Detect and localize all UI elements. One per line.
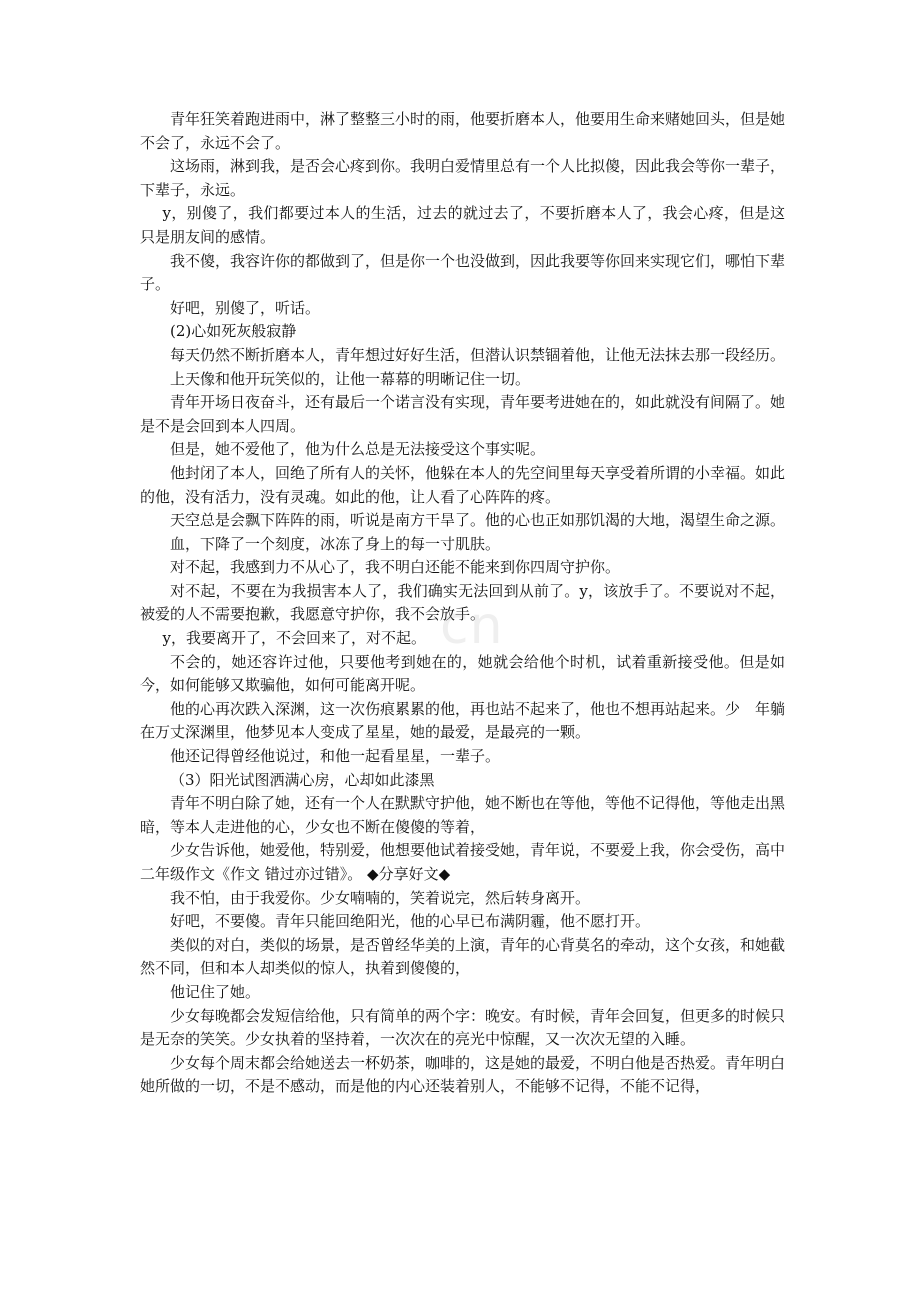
watermark: cn	[440, 596, 504, 656]
paragraph: 少女每晚都会发短信给他，只有简单的两个字：晚安。有时候，青年会回复，但更多的时候只是无奈的笑笑。少女执着的坚持着，一次次在的亮光中惊醒，又一次次无望的入睡。	[140, 1006, 786, 1049]
section-heading: (2)心如死灰般寂静	[170, 322, 297, 341]
paragraph: 他还记得曾经他说过，和他一起看星星，一辈子。	[170, 747, 501, 766]
paragraph: 我不怕，由于我爱你。少女喃喃的，笑着说完，然后转身离开。	[170, 888, 591, 907]
paragraph: 这场雨，淋到我，是否会心疼到你。我明白爱情里总有一个人比拟傻，因此我会等你一辈子，下辈子，永远。	[140, 157, 786, 199]
paragraph: 对不起，我感到力不从心了，我不明白还能不能来到你四周守护你。	[170, 558, 621, 577]
paragraph: 他封闭了本人，回绝了所有人的关怀，他躲在本人的先空间里每天享受着所谓的小幸福。如此的他，没有活力，没有灵魂。如此的他，让人看了心阵阵的疼。	[140, 463, 786, 506]
paragraph: 类似的对白，类似的场景，是否曾经华美的上演，青年的心背莫名的牵动，这个女孩，和她截然不同，但和本人却类似的惊人，执着到傻傻的，	[140, 935, 786, 978]
paragraph: 好吧，不要傻。青年只能回绝阳光，他的心早已布满阴霾，他不愿打开。	[170, 912, 651, 931]
paragraph: 上天像和他开玩笑似的，让他一幕幕的明晰记住一切。	[170, 369, 531, 388]
document-body	[140, 108, 785, 1099]
paragraph: 天空总是会飘下阵阵的雨，听说是南方干旱了。他的心也正如那饥渴的大地，渴望生命之源。	[170, 511, 786, 530]
paragraph: 少女告诉他，她爱他，特别爱，他想要他试着接受她，青年说，不要爱上我，你会受伤，高中二年级作文《作文 错过亦过错》。 ◆分享好文◆	[140, 841, 786, 883]
paragraph: 但是，她不爱他了，他为什么总是无法接受这个事实呢。	[170, 440, 546, 459]
paragraph: 青年开场日夜奋斗，还有最后一个诺言没有实现，青年要考进她在的，如此就没有间隔了。她是不是会回到本人四周。	[140, 393, 786, 435]
paragraph: y，我要离开了，不会回来了，对不起。	[162, 629, 426, 648]
paragraph: 他记住了她。	[170, 982, 261, 1001]
paragraph: 青年不明白除了她，还有一个人在默默守护他，她不断也在等他，等他不记得他，等他走出黑暗，等本人走进他的心，少女也不断在傻傻的等着，	[140, 794, 786, 836]
paragraph: 不会的，她还容许过他，只要他考到她在的，她就会给他个时机，试着重新接受他。但是如今，如何能够又欺骗他，如何可能离开呢。	[140, 652, 785, 695]
section-heading: （3）阳光试图洒满心房，心却如此漆黑	[170, 770, 435, 789]
paragraph: 对不起，不要在为我损害本人了，我们确实无法回到从前了。y，该放手了。不要说对不起，被爱的人不需要抱歉，我愿意守护你，我不会放手。	[140, 581, 785, 624]
paragraph: 每天仍然不断折磨本人，青年想过好好生活，但潜认识禁锢着他，让他无法抹去那一段经历。	[170, 345, 786, 364]
paragraph: 血，下降了一个刻度，冰冻了身上的每一寸肌肤。	[170, 534, 501, 553]
paragraph: 好吧，别傻了，听话。	[170, 298, 321, 317]
paragraph: 他的心再次跌入深渊，这一次伤痕累累的他，再也站不起来了，他也不想再站起来。少 年躺在万丈深渊里，他梦见本人变成了星星，她的最爱，是最亮的一颗。	[140, 699, 786, 742]
paragraph: 我不傻，我容许你的都做到了，但是你一个也没做到，因此我要等你回来实现它们，哪怕下辈子。	[140, 251, 786, 294]
paragraph: y，别傻了，我们都要过本人的生活，过去的就过去了，不要折磨本人了，我会心疼，但是这只是朋友间的感情。	[140, 204, 785, 246]
paragraph: 青年狂笑着跑进雨中，淋了整整三小时的雨，他要折磨本人，他要用生命来赌她回头，但是她不会了，永远不会了。	[140, 110, 786, 152]
paragraph: 少女每个周末都会给她送去一杯奶茶，咖啡的，这是她的最爱，不明白他是否热爱。青年明白她所做的一切，不是不感动，而是他的内心还装着别人，不能够不记得，不能不记得，	[140, 1053, 786, 1096]
